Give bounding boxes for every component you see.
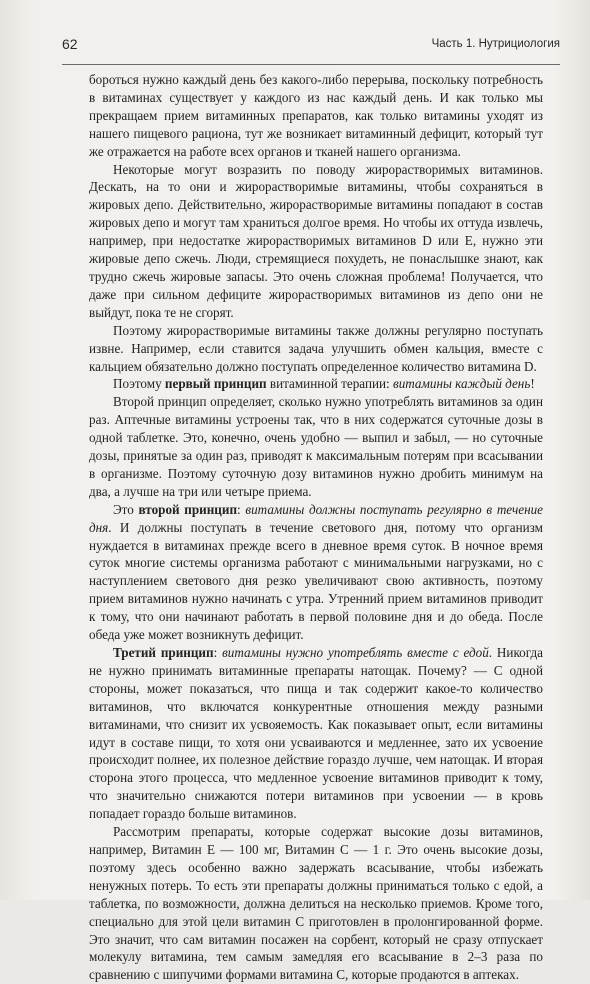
paragraph: Второй принцип определяет, сколько нужно употреблять витаминов за один раз. Аптечные витамины устроены так, что в них содержатся суточные дозы в одной таблетке. Это, конечно, очень удобно — выпил и забыл, — но суточные дозы, принятые за один раз, приводят к максимальным потерям при всасывании в организме. Поэтому суточную дозу витаминов нужно дробить минимум на два, а лучше на три или четыре приема. bbox=[89, 394, 543, 499]
italic-phrase: витамины должны поступать регулярно в течение дня bbox=[89, 501, 543, 535]
paragraph bbox=[89, 501, 543, 644]
bold-term: второй принцип bbox=[138, 501, 238, 517]
text-run: . Никогда не нужно принимать витаминные препараты натощак. Почему? — С одной стороны, может показаться, что пища и так содержит какое-то количество витаминов, что включатся конкурентные отношения между разными витаминами, что снизит их усвояемость. Как показывает опыт, если витамины идут в составе пищи, то хотя они усваиваются и медленнее, зато их усвоение происходит полнее, их полезное действие гораздо лучше, чем натощак. И вторая сторона этого процесса, что медленное усвоение витаминов приводит к тому, что значительно снижаются потери витаминов при усвоении — в кровь попадает гораздо больше витаминов. bbox=[89, 645, 543, 822]
body-text bbox=[89, 71, 543, 984]
page-header bbox=[62, 36, 560, 65]
text-run: : bbox=[237, 501, 246, 517]
paragraph: бороться нужно каждый день без какого-либо перерыва, поскольку потребность в витаминах существует у каждого из нас каждый день. И как только мы прекращаем прием витаминных препаратов, как только витамины уходят из нашего пищевого рациона, тут же возникает витаминный дефицит, который тут же отражается на работе всех органов и тканей нашего организма. bbox=[89, 72, 543, 159]
paragraph: Поэтому жирорастворимые витамины также должны регулярно поступать извне. Например, если ставится задача улучшить обмен кальция, вместе с кальцием обязательно должно поступать определенное количество витамина D. bbox=[89, 322, 543, 374]
text-run: ! bbox=[530, 376, 535, 392]
bold-term: первый принцип bbox=[164, 376, 267, 392]
italic-phrase: витамины нужно употреблять вместе с едой bbox=[222, 645, 489, 660]
bold-term: Третий принцип bbox=[113, 645, 214, 660]
page-number: 62 bbox=[62, 36, 78, 52]
text-run: Поэтому bbox=[113, 376, 165, 392]
text-run: витаминной терапии: bbox=[266, 376, 393, 392]
paragraph: Некоторые могут возразить по поводу жирорастворимых витаминов. Дескать, на то они и жирорастворимые витамины, чтобы сохраняться в жировых депо. Действительно, жирорастворимые витамины попадают в состав жировых депо и могут там храниться долгое время. Но чтобы их оттуда извлечь, например, при недостатке жирорастворимых витаминов D или E, нужно эти жировые депо сжечь. Люди, стремящиеся похудеть, не понаслышке знают, как трудно сжечь жировые запасы. Это очень сложная проблема! Получается, что даже при сильном дефиците жирорастворимых витаминов из депо они не выйдут, пока те не сгорят. bbox=[89, 161, 543, 320]
text-run: . И должны поступать в течение светового дня, потому что организм нуждается в витаминах прежде всего в дневное время суток. В ночное время суток многие системы организма работают с минимальными нагрузками, но с наступлением светового дня резко увеличивают свою активность, поэтому прием витаминов нужно начинать с утра. Утренний прием витаминов приводит к тому, что они начинают работать в первой половине дня и до обеда. После обеда уже может возникнуть дефицит. bbox=[89, 519, 543, 643]
text-run: : bbox=[213, 645, 223, 660]
paragraph bbox=[89, 644, 543, 823]
running-head: Часть 1. Нутрициология bbox=[431, 38, 560, 50]
italic-phrase: витамины каждый день bbox=[393, 376, 531, 392]
text-run: Это bbox=[113, 501, 139, 517]
paragraph bbox=[89, 375, 543, 393]
paragraph: Рассмотрим препараты, которые содержат высокие дозы витаминов, например, Витамин E — 100 мг, Витамин C — 1 г. Это очень высокие дозы, поэтому здесь особенно важно задержать всасывание, чтобы избежать ненужных потерь. То есть эти препараты должны приниматься только с едой, а таблетка, по возможности, должна делиться на несколько приемов. Кроме того, специально для этой цели витамин C приготовлен в пролонгированной форме. Это значит, что сам витамин посажен на сорбент, который не сразу отпускает молекулу витамина, тем самым замедляя его всасывание в 2–3 раза по сравнению с шипучими формами витамина C, которые продаются в аптеках. bbox=[89, 824, 543, 983]
